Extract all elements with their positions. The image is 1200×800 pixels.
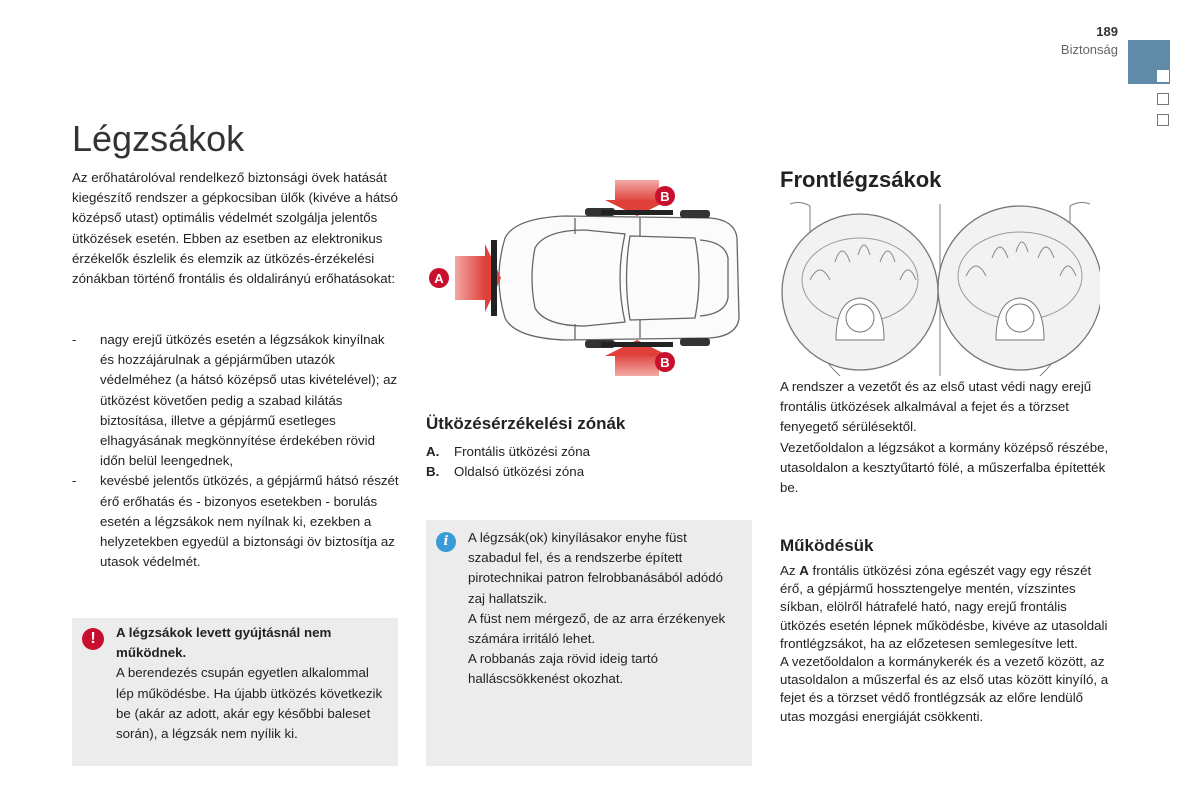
operation-paragraph: Az A frontális ütközési zóna egészét vagy egy részét érő, a gépjármű hossztengelye mentén, vízszintes síkban, elölről hátrafelé ható, nagy erejű frontális ütközés esetén lépnek működésbe, kivéve az utasoldali frontlégzsákot, ha az előzetesen semlegesítve lett. — [780, 563, 1108, 651]
passenger-airbag — [938, 206, 1100, 370]
warning-text: A berendezés csupán egyetlen alkalommal lép működésbe. Ha újabb ütközés következik be (akár az adott, akár egy későbbi baleset során), a légzsák nem nyílik ki. — [116, 665, 383, 742]
operation-paragraph: A vezetőoldalon a kormánykerék és a vezető között, az utasoldalon a műszerfal és az első utas között kinyíló, a fejet és a törzset védő frontlégzsák az előre lendülő utas mozgási energiáját csökkenti. — [780, 654, 1109, 724]
operation-heading: Működésük — [780, 536, 874, 555]
zone-label: Oldalsó ütközési zóna — [454, 464, 585, 480]
list-dash: - — [72, 332, 77, 347]
list-item — [426, 442, 746, 462]
driver-airbag — [782, 214, 938, 370]
section-name: Biztonság — [1060, 42, 1118, 57]
arrow-front — [455, 240, 501, 316]
warning-title: A légzsákok levett gyújtásnál nem működnek. — [116, 625, 332, 661]
front-paragraph: Vezetőoldalon a légzsákot a kormány középső részébe, utasoldalon a kesztyűtartó fölé, a műszerfalba építették be. — [780, 439, 1109, 496]
chapter-marker — [1157, 114, 1169, 126]
zones-heading: Ütközésérzékelési zónák — [426, 414, 626, 433]
wheel — [680, 210, 710, 218]
zone-key: A. — [426, 444, 440, 459]
zone-reference: A — [799, 563, 809, 578]
list-item — [72, 471, 402, 572]
front-airbags-heading: Frontlégzsákok — [780, 167, 942, 192]
wheel — [680, 338, 710, 346]
warning-icon: ! — [82, 628, 104, 650]
front-paragraph: A rendszer a vezetőt és az első utast védi nagy erejű frontális ütközések alkalmával a fejet és a törzset fenyegető sérülésektől. — [780, 379, 1092, 435]
info-icon: i — [436, 532, 456, 552]
front-airbags-illustration — [780, 200, 1100, 376]
zone-b-label: B — [660, 355, 670, 370]
list-item-text: nagy erejű ütközés esetén a légzsákok kinyílnak és hozzájárulnak a gépjárműben utazók védelméhez (a hátsó középső utas kivételével); az ütközést követően pedig a szabad kilátás biztosítása, illetve a gépjármű esetleges elhagyásának megkönnyítése érdekében rövid időn belül leengednek, — [100, 332, 398, 469]
info-line: A légzsák(ok) kinyílásakor enyhe füst szabadul fel, és a rendszerbe épített pirotechnikai patron felrobbanásából adódó zaj hallatszik. — [468, 530, 724, 606]
zone-a-label: A — [434, 271, 444, 286]
warning-box — [72, 618, 398, 766]
operation-text — [780, 562, 1110, 726]
list-item-text: kevésbé jelentős ütközés, a gépjármű hátsó részét érő erőhatás és - bizonyos esetekben - borulás esetén a légzsákok nem nyílnak ki, ezekben a helyzetekben egyedül a biztonsági öv biztosítja az utasok védelmét. — [100, 473, 399, 570]
info-box — [426, 520, 752, 766]
chapter-marker-active — [1157, 70, 1169, 82]
zone-label: Frontális ütközési zóna — [454, 444, 590, 459]
zone-key: B. — [426, 464, 440, 480]
front-airbags-text — [780, 377, 1110, 498]
list-item — [426, 462, 746, 482]
intro-paragraph: Az erőhatárolóval rendelkező biztonsági övek hatását kiegészítő rendszer a gépkocsiban ülők (kivéve a hátsó középső utast) optimális védelmét szolgálja jelentős ütközések esetén. Ebben az esetben az elektronikus érzékelők észlelik és elemzik az ütközés-érzékelési zónákban történő frontális és oldalirányú erőhatásokat: — [72, 170, 398, 287]
list-dash: - — [72, 473, 77, 489]
zones-list — [426, 442, 746, 482]
page-title: Légzsákok — [72, 118, 245, 159]
impact-list — [72, 330, 402, 572]
impact-zone-diagram — [425, 178, 765, 378]
info-line: A füst nem mérgező, de az arra érzékenyek számára irritáló lehet. — [468, 610, 726, 647]
zone-b-label: B — [660, 189, 670, 204]
chapter-marker — [1157, 93, 1169, 105]
car-outline — [499, 216, 739, 340]
list-item — [72, 330, 402, 471]
page-number: 189 — [1096, 24, 1118, 39]
info-line: A robbanás zaja rövid ideig tartó halláscsökkenést okozhat. — [468, 651, 658, 687]
